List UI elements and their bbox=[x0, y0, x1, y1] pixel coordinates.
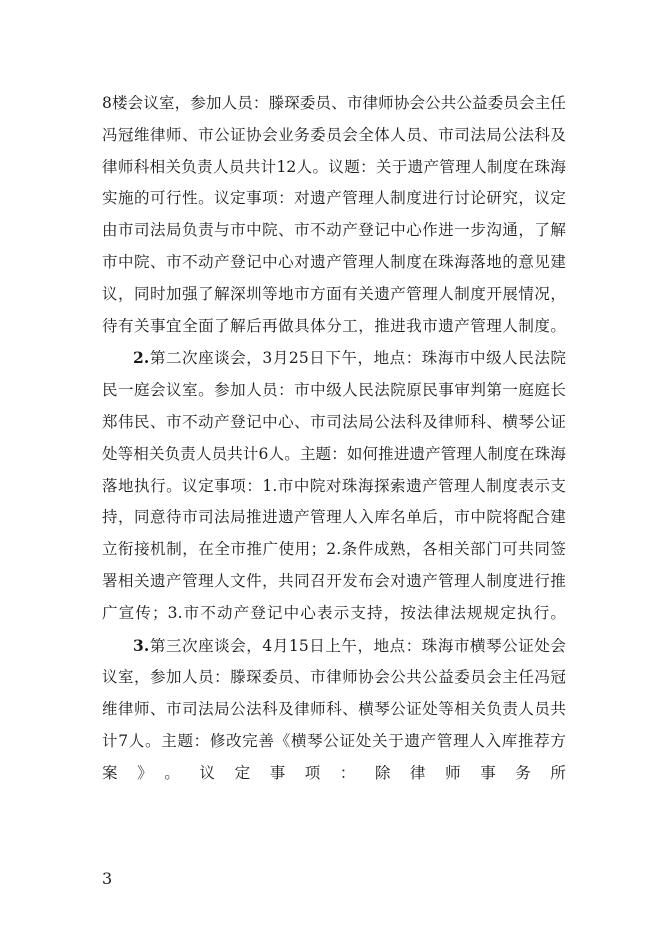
document-body bbox=[102, 88, 566, 790]
paragraph-text: 第三次座谈会，4月15日上午，地点：珠海市横琴公证处会议室，参加人员：滕琛委员、市律师协会公共公益委员会主任冯冠维律师、市司法局公法科及律师科、横琴公证处等相关负责人员共计7人。主题：修改完善《横琴公证处关于遗产管理人入库推荐方案》。议定事项：除律师事务所 bbox=[102, 636, 566, 782]
paragraph-number: 3. bbox=[133, 635, 150, 655]
paragraph-number: 2. bbox=[133, 348, 150, 368]
paragraph-continuation bbox=[102, 88, 566, 342]
paragraph-text: 第二次座谈会，3月25日下午，地点：珠海市中级人民法院民一庭会议室。参加人员：市中级人民法院原民事审判第一庭庭长郑伟民、市不动产登记中心、市司法局公法科及律师科、横琴公证处等相关负责人员共计6人。主题：如何推进遗产管理人制度在珠海落地执行。议定事项：1.市中院对珠海探索遗产管理人制度表示支持，同意待市司法局推进遗产管理人入库名单后，市中院将配合建立衔接机制，在全市推广使用；2.条件成熟，各相关部门可共同签署相关遗产管理人文件，共同召开发布会对遗产管理人制度进行推广宣传；3.市不动产登记中心表示支持，按法律法规规定执行。 bbox=[102, 349, 566, 622]
page-number: 3 bbox=[102, 869, 113, 888]
paragraph-text: 8楼会议室，参加人员：滕琛委员、市律师协会公共公益委员会主任冯冠维律师、市公证协会业务委员会全体人员、市司法局公法科及律师科相关负责人员共计12人。议题：关于遗产管理人制度在珠海实施的可行性。议定事项：对遗产管理人制度进行讨论研究，议定由市司法局负责与市中院、市不动产登记中心作进一步沟通，了解市中院、市不动产登记中心对遗产管理人制度在珠海落地的意见建议，同时加强了解深圳等地市方面有关遗产管理人制度开展情况，待有关事宜全面了解后再做具体分工，推进我市遗产管理人制度。 bbox=[102, 94, 566, 335]
paragraph-second-meeting bbox=[102, 342, 566, 629]
paragraph-third-meeting bbox=[102, 630, 566, 790]
